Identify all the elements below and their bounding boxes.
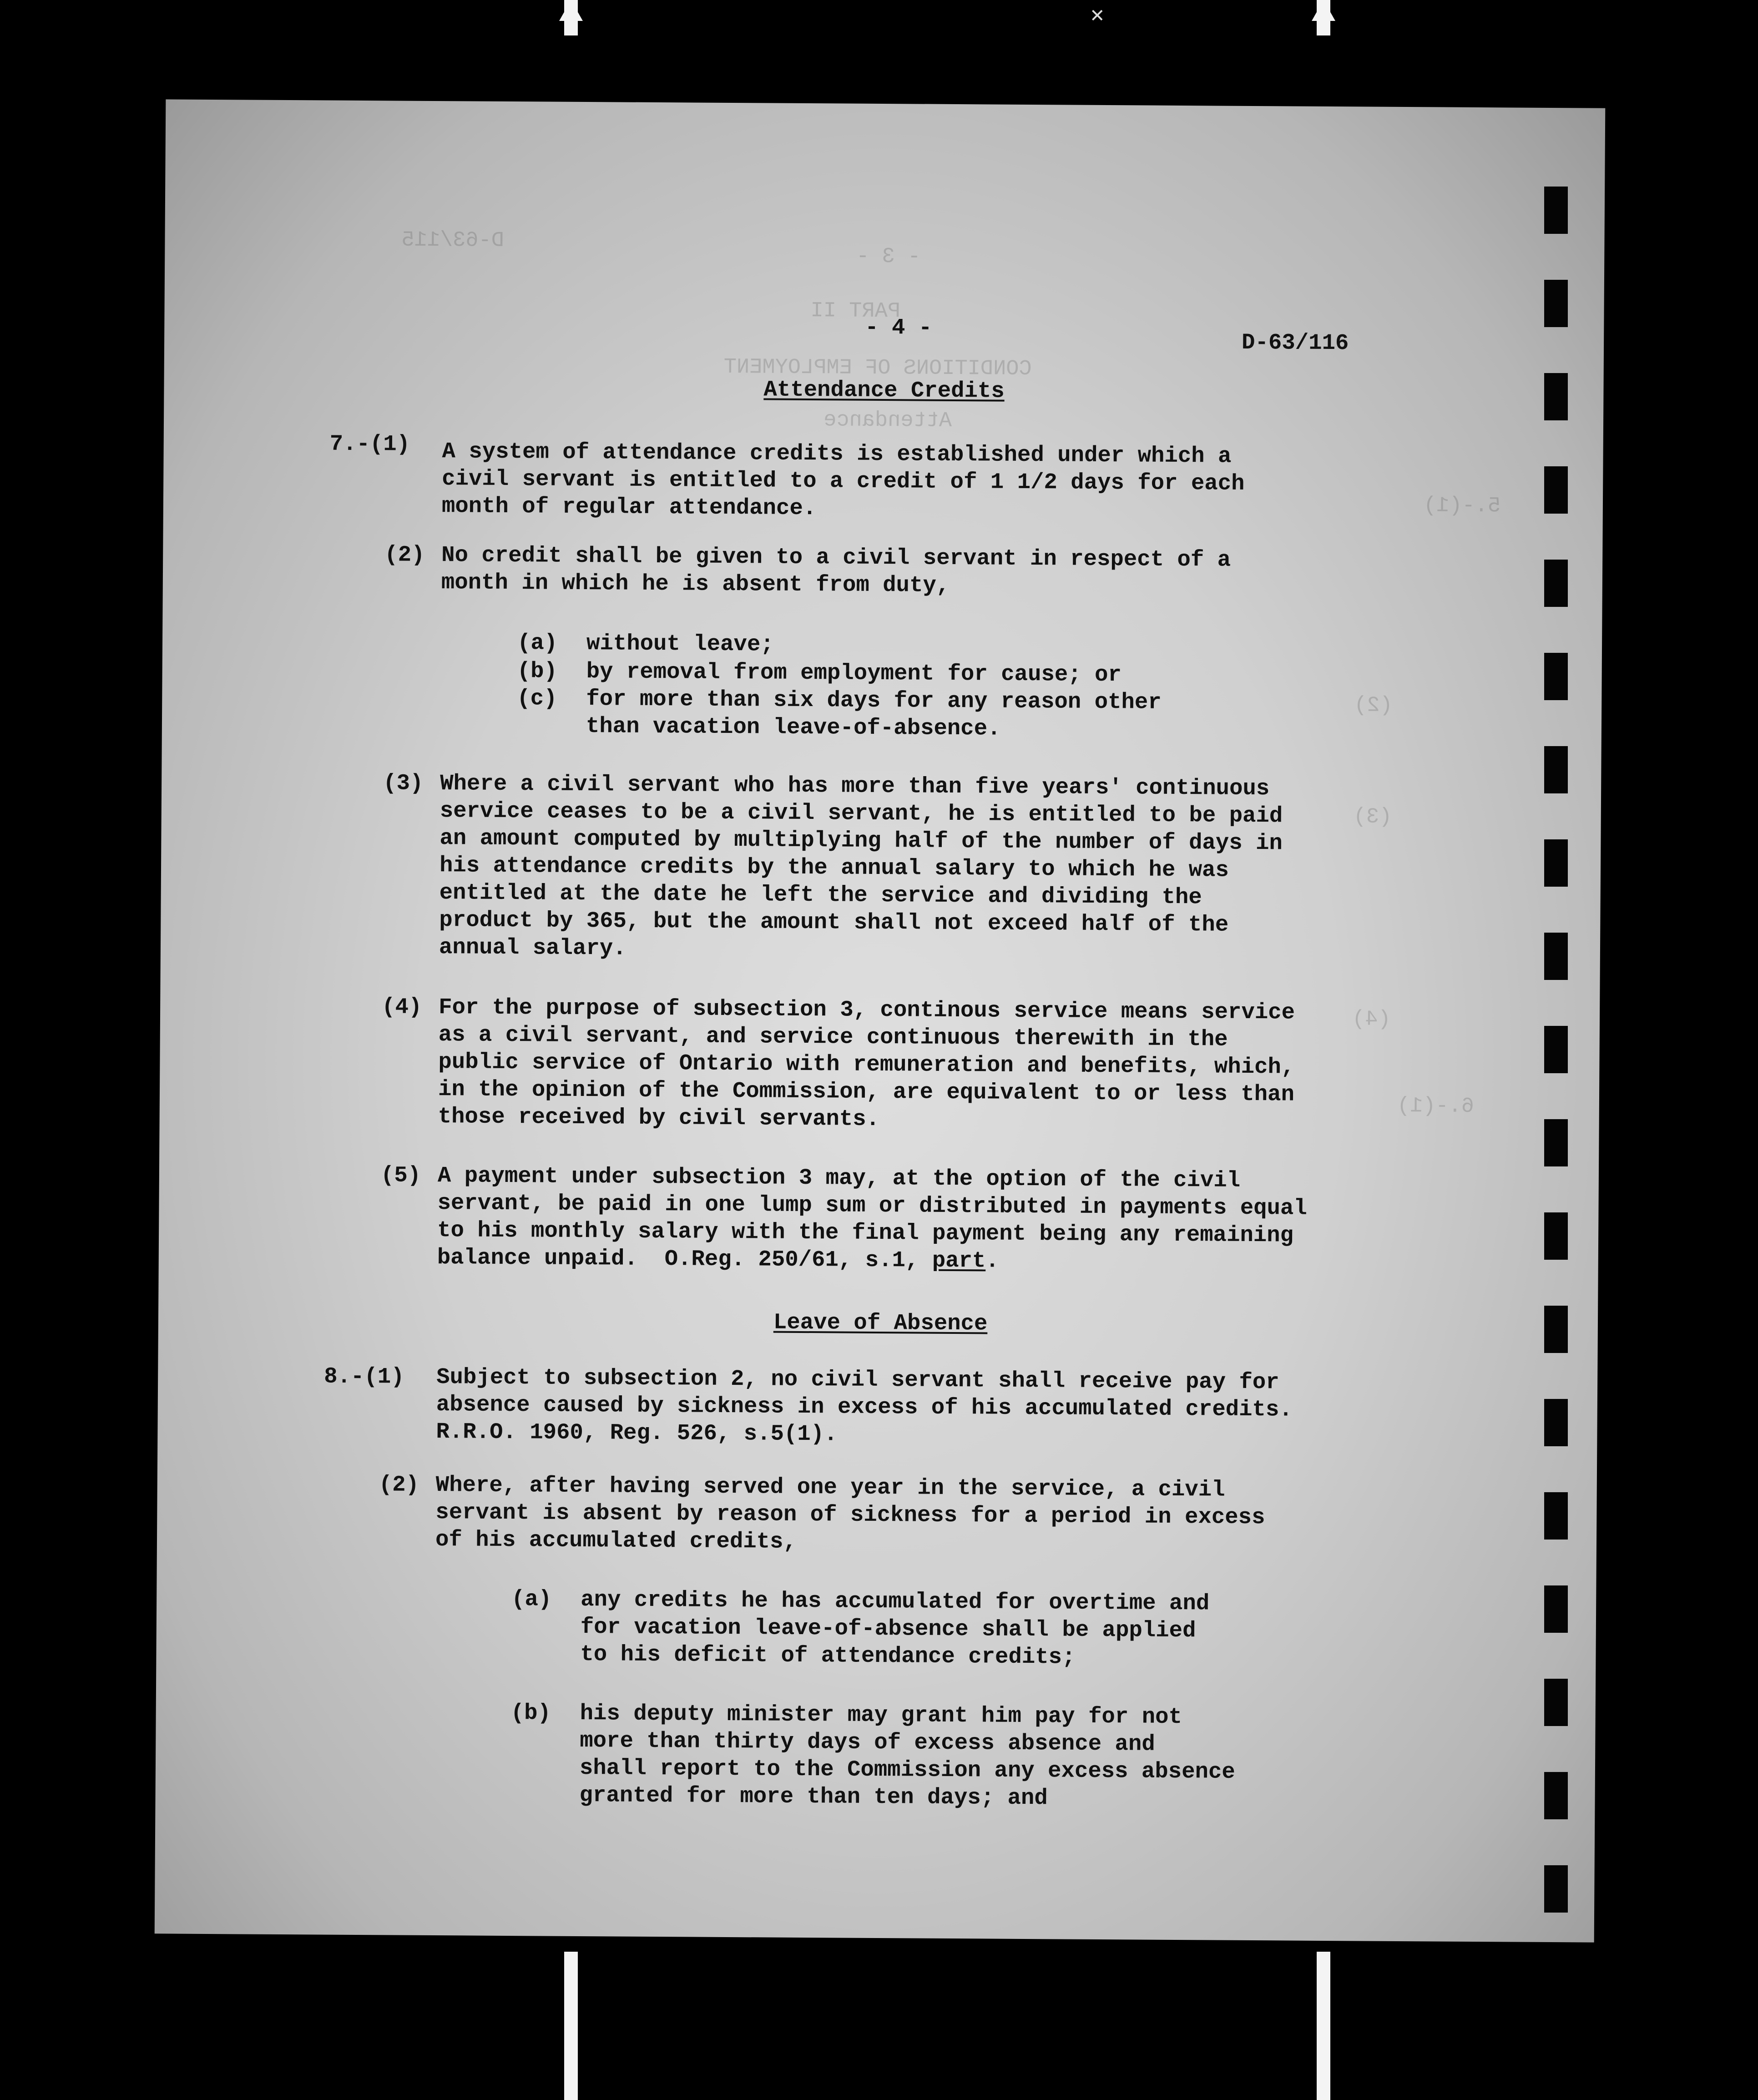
document-reference: D-63/116 bbox=[1241, 329, 1349, 356]
film-sprocket-hole bbox=[1544, 1212, 1568, 1260]
section-8-1-line-3: R.R.O. 1960, Reg. 526, s.5(1). bbox=[436, 1419, 838, 1447]
section-7-4-line-2: as a civil servant, and service continuous therewith in the bbox=[438, 1022, 1228, 1052]
item-7-2-b-label: (b) bbox=[517, 658, 558, 684]
document-page bbox=[155, 99, 1606, 1942]
item-7-2-c-text-2: than vacation leave-of-absence. bbox=[586, 713, 1001, 742]
item-7-2-c-text-1: for more than six days for any reason other bbox=[586, 686, 1162, 715]
section-7-3-line-1: Where a civil servant who has more than five years' continuous bbox=[440, 771, 1270, 802]
section-7-1-line-3: month of regular attendance. bbox=[441, 493, 817, 521]
section-7-4-number: (4) bbox=[381, 994, 422, 1020]
section-7-3-line-6: product by 365, but the amount shall not exceed half of the bbox=[439, 907, 1229, 938]
section-7-2-number: (2) bbox=[384, 542, 425, 568]
section-8-2-line-3: of his accumulated credits, bbox=[435, 1527, 797, 1555]
film-sprocket-hole bbox=[1544, 933, 1568, 980]
film-sprocket-hole bbox=[1544, 653, 1568, 700]
bleed-through-heading: CONDITIONS OF EMPLOYMENT bbox=[723, 355, 1032, 382]
item-7-2-a-text: without leave; bbox=[586, 631, 774, 657]
section-7-5-number: (5) bbox=[380, 1162, 421, 1188]
section-7-1-line-1: A system of attendance credits is established under which a bbox=[442, 439, 1232, 469]
film-sprocket-hole bbox=[1544, 560, 1568, 607]
film-sprocket-hole bbox=[1544, 839, 1568, 887]
section-7-3-line-4: his attendance credits by the annual salary to which he was bbox=[439, 853, 1229, 883]
section-7-5-line-3: to his monthly salary with the final payment being any remaining bbox=[437, 1217, 1294, 1248]
section-8-1-line-1: Subject to subsection 2, no civil servant shall receive pay for bbox=[436, 1364, 1279, 1395]
bleed-through-num-3: (3) bbox=[1353, 805, 1392, 829]
section-7-1-line-2: civil servant is entitled to a credit of 1 1/2 days for each bbox=[442, 466, 1245, 496]
film-guide-line-bottom-left bbox=[564, 1952, 578, 2100]
film-sprocket-hole bbox=[1544, 1306, 1568, 1353]
film-sprocket-hole bbox=[1544, 1026, 1568, 1073]
section-7-4-line-1: For the purpose of subsection 3, continous service means service bbox=[438, 994, 1295, 1025]
page-number: - 4 - bbox=[865, 314, 932, 341]
item-8-2-b-text-2: more than thirty days of excess absence and bbox=[580, 1728, 1155, 1757]
film-sprocket-hole bbox=[1544, 1772, 1568, 1819]
bleed-through-num-4: (4) bbox=[1352, 1007, 1391, 1032]
item-7-2-b-text: by removal from employment for cause; or bbox=[586, 659, 1122, 688]
section-7-3-number: (3) bbox=[383, 770, 424, 796]
item-8-2-b-text-1: his deputy minister may grant him pay for not bbox=[580, 1701, 1182, 1730]
bleed-through-subheading: Attendance bbox=[823, 408, 952, 433]
film-sprocket-hole bbox=[1544, 1492, 1568, 1540]
item-7-2-a-label: (a) bbox=[517, 630, 558, 656]
item-8-2-a-text-1: any credits he has accumulated for overtime and bbox=[581, 1587, 1210, 1616]
section-7-3-line-2: service ceases to be a civil servant, he is entitled to be paid bbox=[440, 798, 1283, 829]
section-7-4-line-5: those received by civil servants. bbox=[438, 1104, 880, 1132]
film-sprocket-hole bbox=[1544, 466, 1568, 514]
bleed-through-page-number: - 3 - bbox=[856, 244, 921, 269]
film-arrow-left-icon bbox=[559, 0, 583, 21]
section-7-number: 7.-(1) bbox=[329, 431, 410, 457]
section-7-4-line-3: public service of Ontario with remuneration and benefits, which, bbox=[438, 1049, 1295, 1080]
bleed-through-num-2: (2) bbox=[1354, 693, 1393, 718]
attendance-credits-heading: Attendance Credits bbox=[763, 377, 1005, 404]
film-sprocket-hole bbox=[1544, 1865, 1568, 1913]
film-sprocket-hole bbox=[1544, 280, 1568, 327]
section-7-5-citation: balance unpaid. O.Reg. 250/61, s.1, bbox=[437, 1245, 932, 1273]
leave-of-absence-heading: Leave of Absence bbox=[773, 1309, 988, 1337]
bleed-through-num-5: 5.-(1) bbox=[1423, 494, 1501, 519]
section-8-2-number: (2) bbox=[379, 1472, 419, 1498]
section-8-2-line-2: servant is absent by reason of sickness for a period in excess bbox=[435, 1499, 1265, 1530]
item-7-2-c-label: (c) bbox=[517, 686, 557, 712]
film-sprocket-hole bbox=[1544, 1585, 1568, 1633]
section-7-4-line-4: in the opinion of the Commission, are equivalent to or less than bbox=[438, 1076, 1295, 1107]
film-sprocket-hole bbox=[1544, 1399, 1568, 1446]
section-7-5-part: part bbox=[932, 1247, 986, 1274]
section-7-3-line-7: annual salary. bbox=[439, 934, 626, 961]
section-7-2-line-1: No credit shall be given to a civil servant in respect of a bbox=[441, 542, 1231, 573]
section-7-5-end: . bbox=[985, 1248, 999, 1274]
item-8-2-b-text-4: granted for more than ten days; and bbox=[579, 1782, 1048, 1811]
film-sprocket-hole bbox=[1544, 187, 1568, 234]
bleed-through-num-6: 6.-(1) bbox=[1397, 1094, 1475, 1119]
bleed-through-ref: D-63/115 bbox=[401, 228, 505, 253]
film-sprocket-hole bbox=[1544, 373, 1568, 420]
item-8-2-a-text-3: to his deficit of attendance credits; bbox=[580, 1641, 1076, 1670]
item-8-2-a-label: (a) bbox=[511, 1586, 552, 1612]
film-arrow-right-icon bbox=[1312, 0, 1335, 21]
section-8-1-line-2: absence caused by sickness in excess of his accumulated credits. bbox=[436, 1392, 1293, 1423]
section-7-5-line-2: servant, be paid in one lump sum or distributed in payments equal bbox=[437, 1190, 1307, 1221]
film-sprocket-hole bbox=[1544, 1679, 1568, 1726]
item-8-2-b-label: (b) bbox=[510, 1700, 551, 1726]
section-7-3-line-3: an amount computed by multiplying half of the number of days in bbox=[440, 825, 1283, 856]
item-8-2-b-text-3: shall report to the Commission any excess absence bbox=[579, 1755, 1235, 1785]
section-8-2-line-1: Where, after having served one year in the service, a civil bbox=[435, 1472, 1225, 1503]
section-7-5-line-1: A payment under subsection 3 may, at the option of the civil bbox=[437, 1163, 1241, 1193]
item-8-2-a-text-2: for vacation leave-of-absence shall be applied bbox=[580, 1614, 1196, 1644]
section-7-5-line-4 bbox=[437, 1244, 999, 1275]
section-8-number: 8.-(1) bbox=[324, 1363, 404, 1390]
section-7-2-line-2: month in which he is absent from duty, bbox=[441, 570, 950, 598]
film-sprocket-hole bbox=[1544, 1119, 1568, 1166]
section-7-3-line-5: entitled at the date he left the service and dividing the bbox=[439, 880, 1202, 910]
film-index-mark-icon: ✕ bbox=[1090, 5, 1105, 26]
bleed-through-part: PART II bbox=[810, 299, 901, 324]
film-guide-line-bottom-right bbox=[1317, 1952, 1330, 2100]
film-sprocket-hole bbox=[1544, 746, 1568, 793]
